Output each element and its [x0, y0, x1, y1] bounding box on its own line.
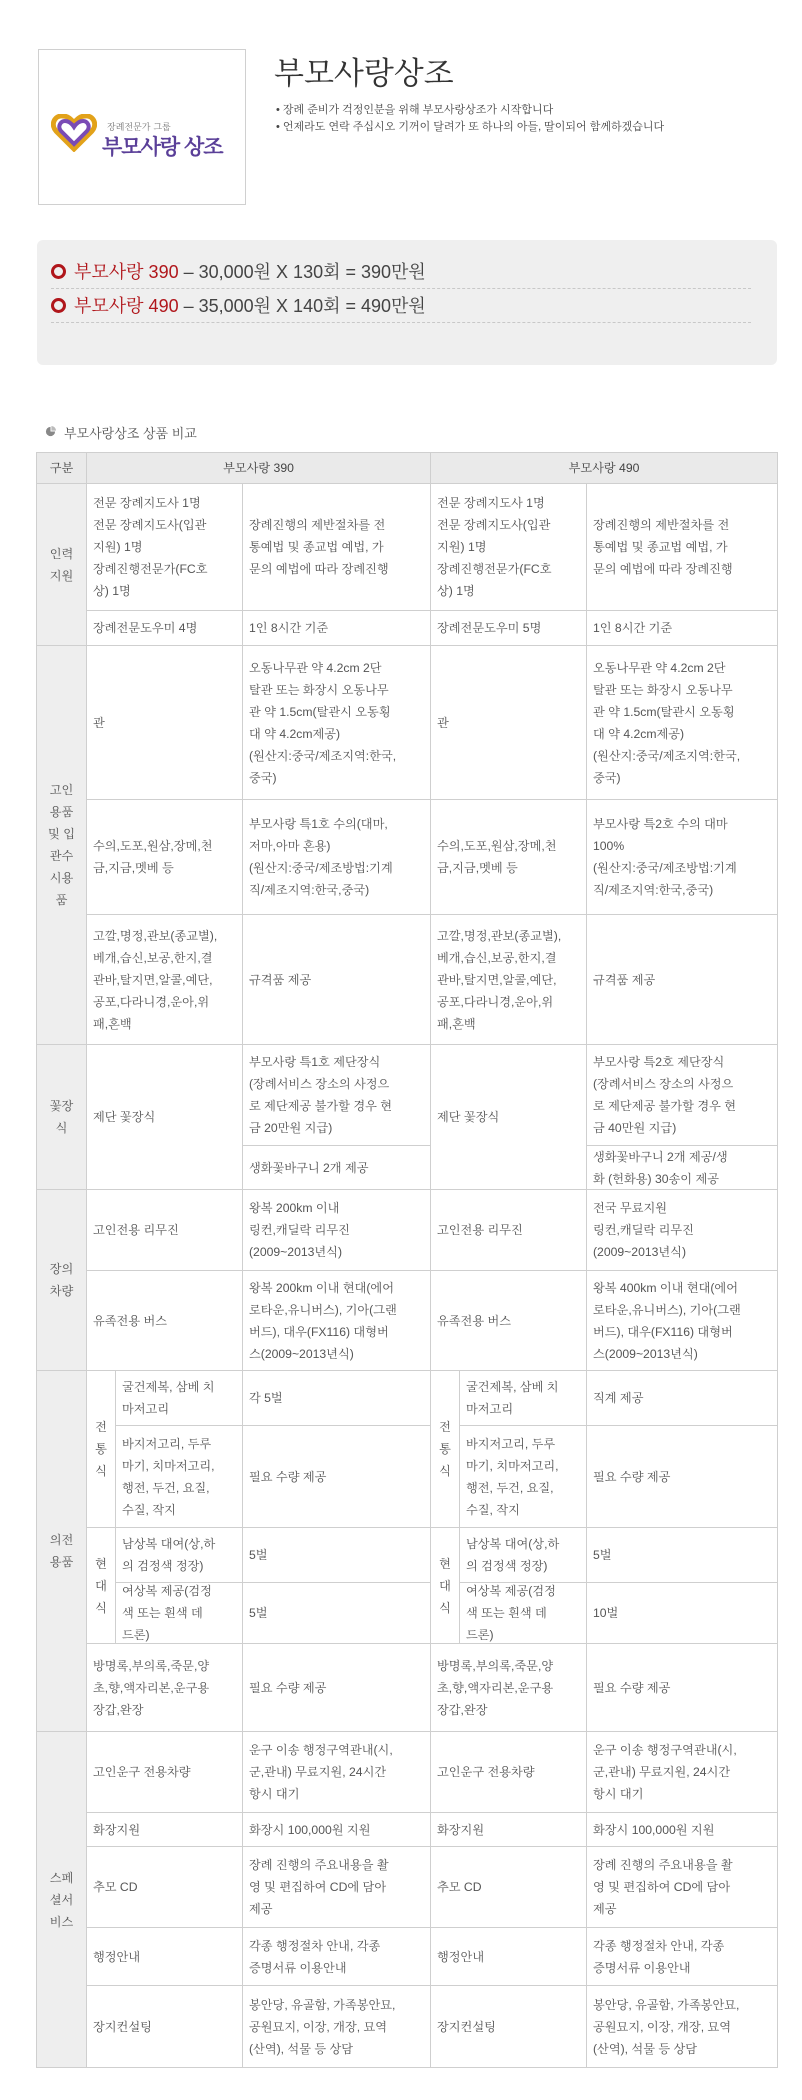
table-header-490: 부모사랑 490	[430, 452, 778, 484]
table-cell: 제단 꽃장식	[86, 1044, 243, 1190]
table-cell: 부모사랑 특1호 제단장식 (장례서비스 장소의 사정으 로 제단제공 불가할 경우 현 금 20만원 지급)	[242, 1044, 431, 1146]
sub-label-traditional: 전 통 식	[430, 1370, 460, 1528]
group-label-supplies: 고인 용품 및 입 관수 시용 품	[36, 645, 87, 1045]
table-cell: 방명록,부의록,죽문,양 초,향,액자리본,운구용 장갑,완장	[430, 1643, 587, 1732]
table-cell: 고인전용 리무진	[86, 1189, 243, 1271]
table-cell: 관	[430, 645, 587, 800]
table-cell: 수의,도포,원삼,장메,천 금,지금,멧베 등	[86, 799, 243, 915]
table-cell: 생화꽃바구니 2개 제공/생 화 (헌화용) 30송이 제공	[586, 1145, 778, 1190]
group-label-flowers: 꽃장 식	[36, 1044, 87, 1190]
group-label-ceremony: 의전 용품	[36, 1370, 87, 1732]
table-cell: 봉안당, 유골함, 가족봉안묘, 공원묘지, 이장, 개장, 묘역 (산역), 석물 등 상담	[586, 1985, 778, 2068]
section-title: 부모사랑상조 상품 비교	[64, 426, 197, 441]
table-header-category: 구분	[36, 452, 87, 484]
table-cell: 행정안내	[86, 1927, 243, 1986]
table-cell: 유족전용 버스	[86, 1270, 243, 1371]
table-cell: 굴건제복, 삼베 치 마저고리	[115, 1370, 243, 1426]
logo-text: 부모사랑 상조	[102, 136, 223, 159]
table-cell: 고인전용 리무진	[430, 1189, 587, 1271]
table-cell: 전국 무료지원 링컨,캐딜락 리무진 (2009~2013년식)	[586, 1189, 778, 1271]
group-label-vehicles: 장의 차량	[36, 1189, 87, 1371]
table-cell: 각종 행정절차 안내, 각종 증명서류 이용안내	[586, 1927, 778, 1986]
price-line-390	[51, 258, 751, 289]
table-cell: 장례 진행의 주요내용을 촬 영 및 편집하여 CD에 담아 제공	[242, 1846, 431, 1928]
table-cell: 남상복 대여(상,하 의 검정색 정장)	[459, 1527, 587, 1583]
logo-box	[38, 49, 246, 205]
table-cell: 화장시 100,000원 지원	[242, 1812, 431, 1847]
table-cell: 부모사랑 특1호 수의(대마, 저마,아마 혼용) (원산지:중국/제조방법:기계 직/제조지역:한국,중국)	[242, 799, 431, 915]
table-cell: 수의,도포,원삼,장메,천 금,지금,멧베 등	[430, 799, 587, 915]
table-cell: 필요 수량 제공	[586, 1425, 778, 1528]
table-cell: 생화꽃바구니 2개 제공	[242, 1145, 431, 1190]
table-cell: 행정안내	[430, 1927, 587, 1986]
table-cell: 운구 이송 행정구역관내(시, 군,관내) 무료지원, 24시간 항시 대기	[242, 1731, 431, 1813]
table-cell: 부모사랑 특2호 제단장식 (장례서비스 장소의 사정으 로 제단제공 불가할 경우 현 금 40만원 지급)	[586, 1044, 778, 1146]
table-cell: 여상복 제공(검정 색 또는 흰색 데 드론)	[459, 1582, 587, 1644]
table-cell: 5벌	[242, 1582, 431, 1644]
price-summary-box	[37, 240, 777, 365]
comparison-table	[37, 453, 778, 2068]
table-cell: 1인 8시간 기준	[242, 610, 431, 646]
group-label-special: 스페 셜서 비스	[36, 1731, 87, 2068]
table-cell: 고인운구 전용차량	[430, 1731, 587, 1813]
table-cell: 전문 장례지도사 1명 전문 장례지도사(입관 지원) 1명 장례진행전문가(FC호 상) 1명	[86, 483, 243, 611]
table-cell: 장례 진행의 주요내용을 촬 영 및 편집하여 CD에 담아 제공	[586, 1846, 778, 1928]
table-cell: 장례진행의 제반절차를 전 통예법 및 종교법 예법, 가 문의 예법에 따라 장례진행	[586, 483, 778, 611]
table-cell: 남상복 대여(상,하 의 검정색 정장)	[115, 1527, 243, 1583]
table-cell: 규격품 제공	[242, 914, 431, 1045]
table-cell: 제단 꽃장식	[430, 1044, 587, 1190]
table-cell: 운구 이송 행정구역관내(시, 군,관내) 무료지원, 24시간 항시 대기	[586, 1731, 778, 1813]
table-cell: 장지컨설팅	[86, 1985, 243, 2068]
table-cell: 봉안당, 유골함, 가족봉안묘, 공원묘지, 이장, 개장, 묘역 (산역), 석물 등 상담	[242, 1985, 431, 2068]
table-cell: 장례전문도우미 4명	[86, 610, 243, 646]
table-cell: 장례전문도우미 5명	[430, 610, 587, 646]
price-detail: – 35,000원 X 140회 = 490만원	[178, 296, 426, 316]
table-cell: 각 5벌	[242, 1370, 431, 1426]
sub-label-modern: 현 대 식	[430, 1527, 460, 1644]
table-cell: 왕복 200km 이내 링컨,캐딜락 리무진 (2009~2013년식)	[242, 1189, 431, 1271]
table-cell: 장례진행의 제반절차를 전 통예법 및 종교법 예법, 가 문의 예법에 따라 장례진행	[242, 483, 431, 611]
bullet-circle-icon	[51, 298, 66, 313]
table-cell: 부모사랑 특2호 수의 대마 100% (원산지:중국/제조방법:기계 직/제조지역:한국,중국)	[586, 799, 778, 915]
table-cell: 직계 제공	[586, 1370, 778, 1426]
table-cell: 5벌	[586, 1527, 778, 1583]
intro-bullet-2: • 언제라도 연락 주십시오 기꺼이 달려가 또 하나의 아들, 딸이되어 함께하겠습니다	[276, 121, 665, 133]
table-cell: 필요 수량 제공	[242, 1643, 431, 1732]
table-cell: 10벌	[586, 1582, 778, 1644]
table-cell: 고깔,명정,관보(종교별), 베개,습신,보공,한지,결 관바,탈지면,알콜,예단, 공포,다라니경,운아,위 패,혼백	[86, 914, 243, 1045]
bullet-circle-icon	[51, 264, 66, 279]
table-cell: 추모 CD	[430, 1846, 587, 1928]
sub-label-modern: 현 대 식	[86, 1527, 116, 1644]
table-cell: 고깔,명정,관보(종교별), 베개,습신,보공,한지,결 관바,탈지면,알콜,예단, 공포,다라니경,운아,위 패,혼백	[430, 914, 587, 1045]
intro-bullet-1: • 장례 준비가 걱정인분을 위해 부모사랑상조가 시작합니다	[276, 104, 554, 116]
table-cell: 바지저고리, 두루 마기, 치마저고리, 행전, 두건, 요질, 수질, 작지	[459, 1425, 587, 1528]
table-cell: 전문 장례지도사 1명 전문 장례지도사(입관 지원) 1명 장례진행전문가(FC호 상) 1명	[430, 483, 587, 611]
table-cell: 1인 8시간 기준	[586, 610, 778, 646]
table-cell: 굴건제복, 삼베 치 마저고리	[459, 1370, 587, 1426]
table-cell: 필요 수량 제공	[242, 1425, 431, 1528]
table-cell: 화장지원	[86, 1812, 243, 1847]
group-label-staff: 인력 지원	[36, 483, 87, 646]
table-cell: 방명록,부의록,죽문,양 초,향,액자리본,운구용 장갑,완장	[86, 1643, 243, 1732]
table-cell: 왕복 400km 이내 현대(에어 로타운,유니버스), 기아(그랜 버드), 대우(FX116) 대형버 스(2009~2013년식)	[586, 1270, 778, 1371]
table-cell: 관	[86, 645, 243, 800]
table-cell: 오동나무관 약 4.2cm 2단 탈관 또는 화장시 오동나무 관 약 1.5cm(탈관시 오동횡 대 약 4.2cm제공) (원산지:중국/제조지역:한국, 중국)	[586, 645, 778, 800]
table-cell: 여상복 제공(검정 색 또는 흰색 데 드론)	[115, 1582, 243, 1644]
heart-logo-icon	[51, 114, 97, 152]
product-name: 부모사랑 490	[74, 296, 179, 316]
table-cell: 장지컨설팅	[430, 1985, 587, 2068]
table-cell: 화장지원	[430, 1812, 587, 1847]
table-cell: 규격품 제공	[586, 914, 778, 1045]
table-cell: 바지저고리, 두루 마기, 치마저고리, 행전, 두건, 요질, 수질, 작지	[115, 1425, 243, 1528]
table-cell: 왕복 200km 이내 현대(에어 로타운,유니버스), 기아(그랜 버드), 대우(FX116) 대형버 스(2009~2013년식)	[242, 1270, 431, 1371]
pie-bullet-icon	[45, 426, 56, 437]
table-cell: 화장시 100,000원 지원	[586, 1812, 778, 1847]
table-cell: 추모 CD	[86, 1846, 243, 1928]
table-header-390: 부모사랑 390	[86, 452, 431, 484]
table-cell: 필요 수량 제공	[586, 1643, 778, 1732]
table-cell: 유족전용 버스	[430, 1270, 587, 1371]
table-cell: 오동나무관 약 4.2cm 2단 탈관 또는 화장시 오동나무 관 약 1.5cm(탈관시 오동횡 대 약 4.2cm제공) (원산지:중국/제조지역:한국, 중국)	[242, 645, 431, 800]
table-cell: 고인운구 전용차량	[86, 1731, 243, 1813]
table-cell: 5벌	[242, 1527, 431, 1583]
product-name: 부모사랑 390	[74, 262, 179, 282]
page-title: 부모사랑상조	[274, 56, 454, 91]
logo-subtitle: 장례전문가 그룹	[107, 123, 171, 133]
price-line-490	[51, 292, 751, 323]
price-detail: – 30,000원 X 130회 = 390만원	[178, 262, 426, 282]
table-cell: 각종 행정절차 안내, 각종 증명서류 이용안내	[242, 1927, 431, 1986]
logo	[51, 106, 241, 159]
sub-label-traditional: 전 통 식	[86, 1370, 116, 1528]
